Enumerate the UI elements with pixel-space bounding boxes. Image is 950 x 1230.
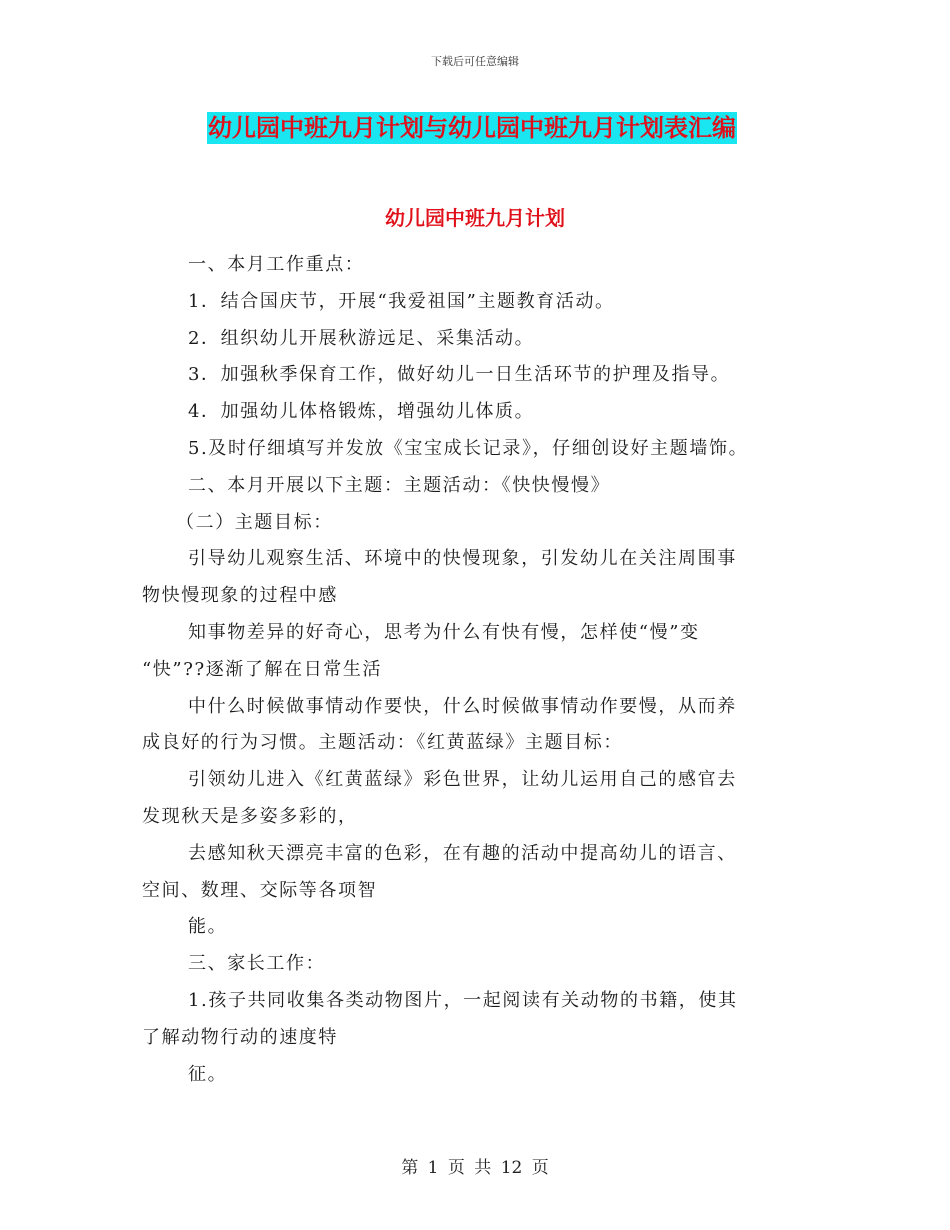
paragraph-line: 1．结合国庆节，开展“我爱祖国”主题教育活动。: [188, 290, 615, 312]
header-note: 下载后可任意编辑: [431, 55, 519, 68]
heading-theme-goals: （二）主题目标：: [176, 511, 333, 533]
paragraph-line: 4．加强幼儿体格锻炼，增强幼儿体质。: [188, 401, 535, 423]
heading-work-focus: 一、本月工作重点：: [188, 254, 365, 275]
document-title: 幼儿园中班九月计划与幼儿园中班九月计划表汇编: [208, 114, 736, 142]
paragraph-line: 成良好的行为习惯。主题活动：《红黄蓝绿》主题目标：: [142, 732, 623, 754]
paragraph-line: 中什么时候做事情动作要快，什么时候做事情动作要慢，从而养: [188, 695, 737, 717]
paragraph-line: 5.及时仔细填写并发放《宝宝成长记录》，仔细创设好主题墙饰。: [188, 437, 749, 459]
heading-themes: 二、本月开展以下主题：主题活动：《快快慢慢》: [188, 474, 611, 496]
section-title: 幼儿园中班九月计划: [385, 206, 565, 230]
paragraph-line: 知事物差异的好奇心，思考为什么有快有慢，怎样使“慢”变: [188, 621, 700, 643]
paragraph-line: 引领幼儿进入《红黄蓝绿》彩色世界，让幼儿运用自己的感官去: [188, 769, 737, 791]
paragraph-line: 3．加强秋季保育工作，做好幼儿一日生活环节的护理及指导。: [188, 364, 731, 386]
page-footer: 第 1 页 共 12 页: [401, 1158, 549, 1178]
paragraph-line: 能。: [188, 916, 228, 938]
heading-parent-work: 三、家长工作：: [188, 953, 326, 975]
paragraph-line: 征。: [188, 1063, 228, 1085]
paragraph-line: 去感知秋天漂亮丰富的色彩，在有趣的活动中提高幼儿的语言、: [188, 842, 737, 864]
paragraph-line: 空间、数理、交际等各项智: [142, 879, 378, 901]
paragraph-line: 物快慢现象的过程中感: [142, 585, 338, 607]
paragraph-line: “快”??逐渐了解在日常生活: [142, 658, 383, 680]
document-body: [142, 247, 822, 1093]
paragraph-line: 1.孩子共同收集各类动物图片，一起阅读有关动物的书籍，使其: [188, 989, 738, 1011]
paragraph-line: 了解动物行动的速度特: [142, 1026, 338, 1048]
paragraph-line: 引导幼儿观察生活、环境中的快慢现象，引发幼儿在关注周围事: [188, 548, 737, 570]
paragraph-line: 发现秋天是多姿多彩的，: [142, 805, 358, 827]
paragraph-line: 2．组织幼儿开展秋游远足、采集活动。: [188, 327, 535, 349]
